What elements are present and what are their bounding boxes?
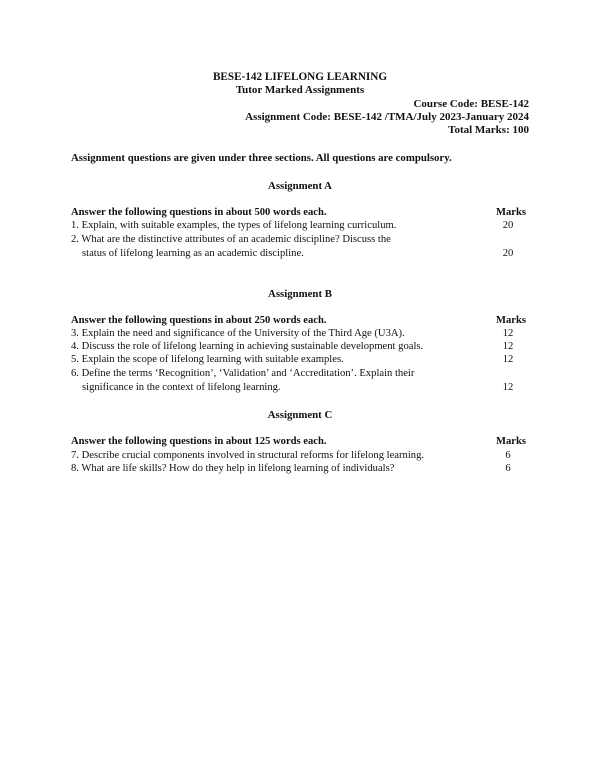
marks-header-b: Marks — [496, 315, 527, 326]
question-6-marks: 12 — [502, 382, 514, 393]
question-2-continued: status of lifelong learning as an academic discipline. — [82, 248, 304, 259]
section-title-c: Assignment C — [267, 409, 333, 421]
question-7: 7. Describe crucial components involved in structural reforms for lifelong learning. — [71, 450, 425, 461]
question-3: 3. Explain the need and significance of the University of the Third Age (U3A). — [71, 328, 405, 339]
question-3-marks: 12 — [502, 328, 514, 339]
section-instruction-a: Answer the following questions in about 500 words each. — [71, 207, 327, 218]
question-4: 4. Discuss the role of lifelong learning in achieving sustainable development goals. — [71, 341, 424, 352]
question-4-marks: 12 — [502, 341, 514, 352]
section-title-b: Assignment B — [268, 288, 332, 300]
total-marks: Total Marks: 100 — [448, 124, 529, 136]
question-1: 1. Explain, with suitable examples, the types of lifelong learning curriculum. — [71, 220, 397, 231]
section-title-a: Assignment A — [268, 180, 332, 192]
document-subtitle: Tutor Marked Assignments — [235, 84, 365, 96]
question-5-marks: 12 — [502, 354, 514, 365]
section-instruction-c: Answer the following questions in about 125 words each. — [71, 436, 327, 447]
question-8-marks: 6 — [505, 463, 511, 474]
section-instruction-b: Answer the following questions in about 250 words each. — [71, 315, 327, 326]
question-6: 6. Define the terms ‘Recognition’, ‘Validation’ and ‘Accreditation’. Explain their — [71, 368, 415, 379]
question-2-marks: 20 — [502, 248, 514, 259]
question-7-marks: 6 — [505, 450, 511, 461]
assignment-code: Assignment Code: BESE-142 /TMA/July 2023-January 2024 — [245, 111, 529, 123]
question-2: 2. What are the distinctive attributes of an academic discipline? Discuss the — [71, 234, 391, 245]
question-6-continued: significance in the context of lifelong learning. — [82, 382, 281, 393]
question-1-marks: 20 — [502, 220, 514, 231]
marks-header-c: Marks — [496, 436, 527, 447]
document-title: BESE-142 LIFELONG LEARNING — [212, 71, 388, 83]
intro-text: Assignment questions are given under three sections. All questions are compulsory. — [71, 152, 452, 164]
question-5: 5. Explain the scope of lifelong learning with suitable examples. — [71, 354, 344, 365]
course-code: Course Code: BESE-142 — [413, 98, 529, 110]
marks-header-a: Marks — [496, 207, 527, 218]
question-8: 8. What are life skills? How do they help in lifelong learning of individuals? — [71, 463, 395, 474]
